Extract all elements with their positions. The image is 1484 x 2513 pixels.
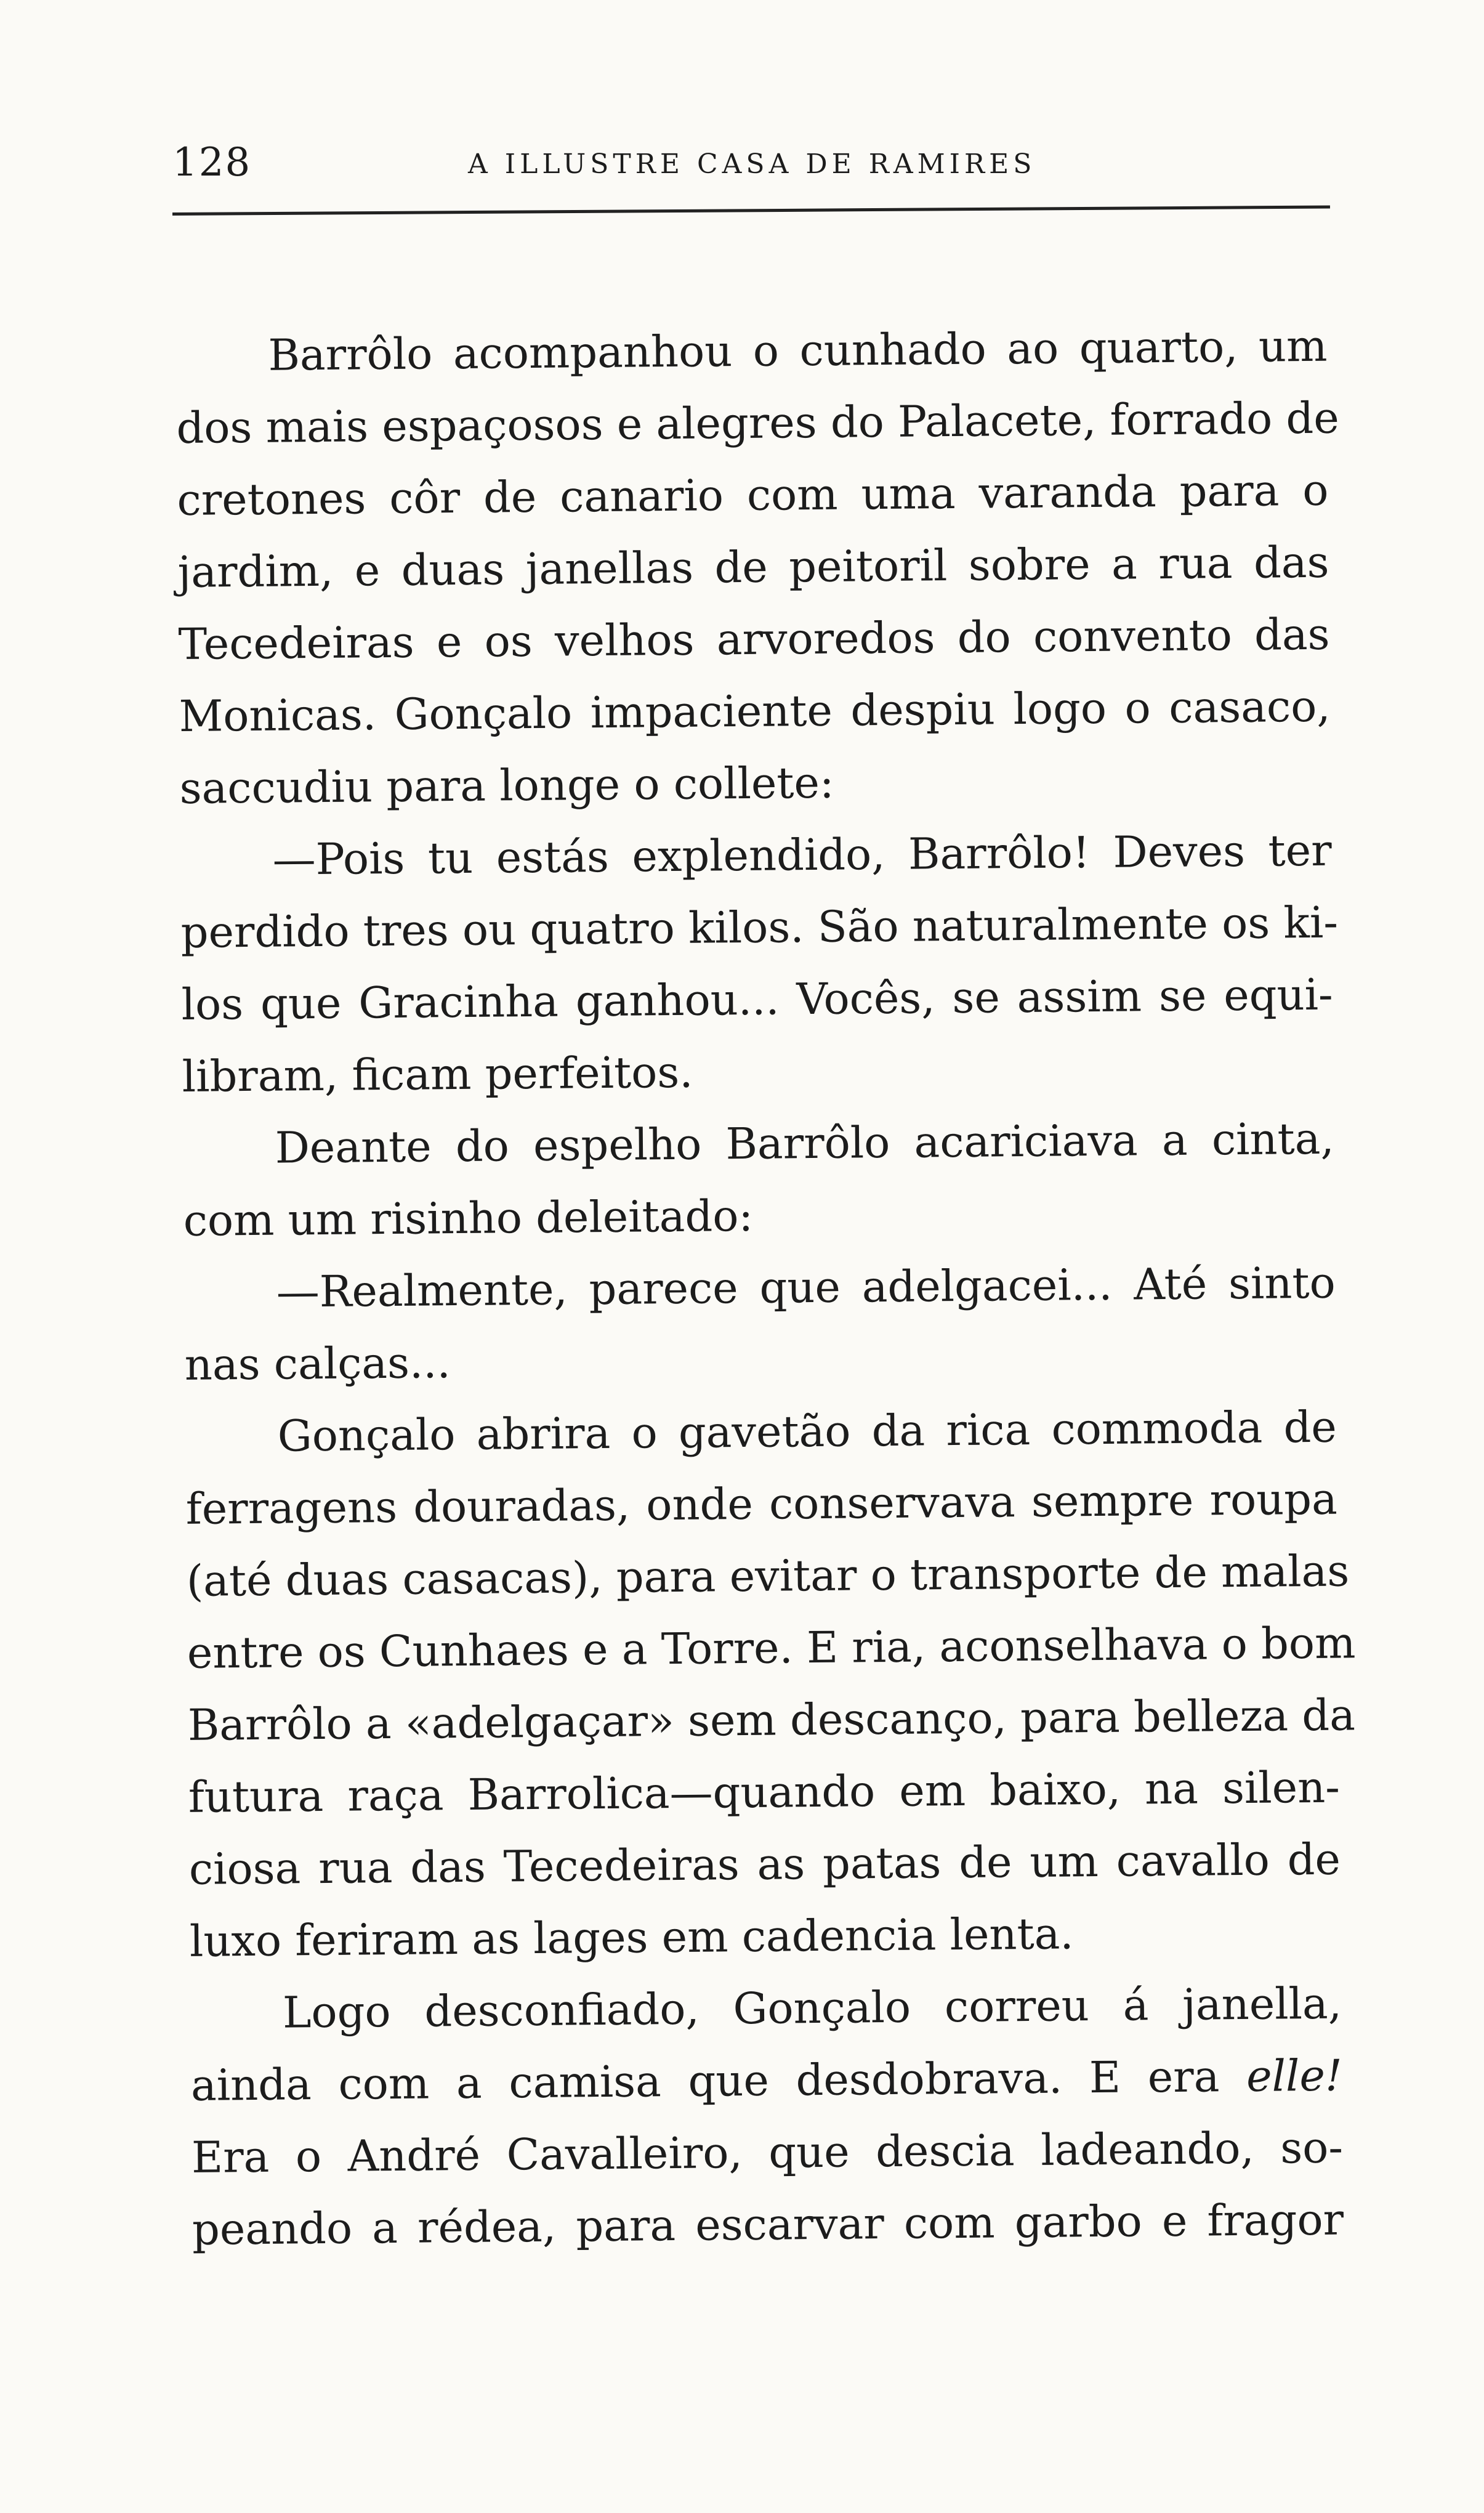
text-line: ferragens douradas, onde conservava sempre roupa bbox=[185, 1473, 1338, 1534]
text-line: Barrôlo a «adelgaçar» sem descanço, para belleza da bbox=[187, 1689, 1356, 1750]
text-line: nas calças... bbox=[184, 1337, 451, 1390]
text-line: cretones côr de canario com uma varanda para o bbox=[177, 464, 1329, 525]
text-line: Barrôlo acompanhou o cunhado ao quarto, um bbox=[268, 320, 1328, 381]
text-line: los que Gracinha ganhou... Vocês, se assim se equi- bbox=[181, 969, 1333, 1030]
emphasized-word: elle! bbox=[1246, 2050, 1343, 2102]
text-line: luxo feriram as lages em cadencia lenta. bbox=[189, 1908, 1074, 1967]
text-line: dos mais espaçosos e alegres do Palacete, forrado de bbox=[176, 392, 1340, 453]
text-line: peando a rédea, para escarvar com garbo e fragor bbox=[192, 2194, 1344, 2255]
text-line: Deante do espelho Barrôlo acariciava a cinta, bbox=[275, 1113, 1335, 1173]
text-line: jardim, e duas janellas de peitoril sobre a rua das bbox=[177, 536, 1329, 597]
text-line: —Pois tu estás explendido, Barrôlo! Deves ter bbox=[272, 825, 1332, 885]
text-line: saccudiu para longe o collete: bbox=[179, 757, 834, 814]
text-line: libram, ficam perfeitos. bbox=[182, 1046, 693, 1102]
text-line: perdido tres ou quatro kilos. São naturalmente os ki- bbox=[180, 897, 1339, 958]
text-line: ciosa rua das Tecedeiras as patas de um cavallo de bbox=[188, 1834, 1341, 1895]
body-text bbox=[175, 310, 1356, 2266]
text-line: (até duas casacas), para evitar o transporte de malas bbox=[186, 1545, 1350, 1606]
page-number: 128 bbox=[172, 140, 252, 185]
text-line: com um risinho deleitado: bbox=[183, 1190, 754, 1246]
book-title: A ILLUSTRE CASA DE RAMIRES bbox=[468, 148, 1036, 180]
text-line: Tecedeiras e os velhos arvoredos do convento das bbox=[178, 609, 1330, 670]
text-line: Era o André Cavalleiro, que descia ladeando, so- bbox=[191, 2122, 1344, 2183]
text-line: entre os Cunhaes e a Torre. E ria, aconselhava o bom bbox=[187, 1617, 1356, 1678]
text-line: Logo desconfiado, Gonçalo correu á janella, bbox=[282, 1978, 1342, 2038]
text-line: Gonçalo abrira o gavetão da rica commoda de bbox=[277, 1401, 1337, 1462]
text-line: —Realmente, parece que adelgacei... Até sinto bbox=[276, 1257, 1336, 1317]
text-line: Monicas. Gonçalo impaciente despiu logo o casaco, bbox=[179, 681, 1331, 742]
text-line bbox=[191, 2040, 1343, 2122]
text-line-start: ainda com a camisa que desdobrava. E era bbox=[190, 2051, 1220, 2111]
running-head bbox=[172, 132, 1324, 188]
text-line: futura raça Barrolica—quando em baixo, na silen- bbox=[188, 1762, 1341, 1823]
header-rule bbox=[172, 206, 1330, 216]
